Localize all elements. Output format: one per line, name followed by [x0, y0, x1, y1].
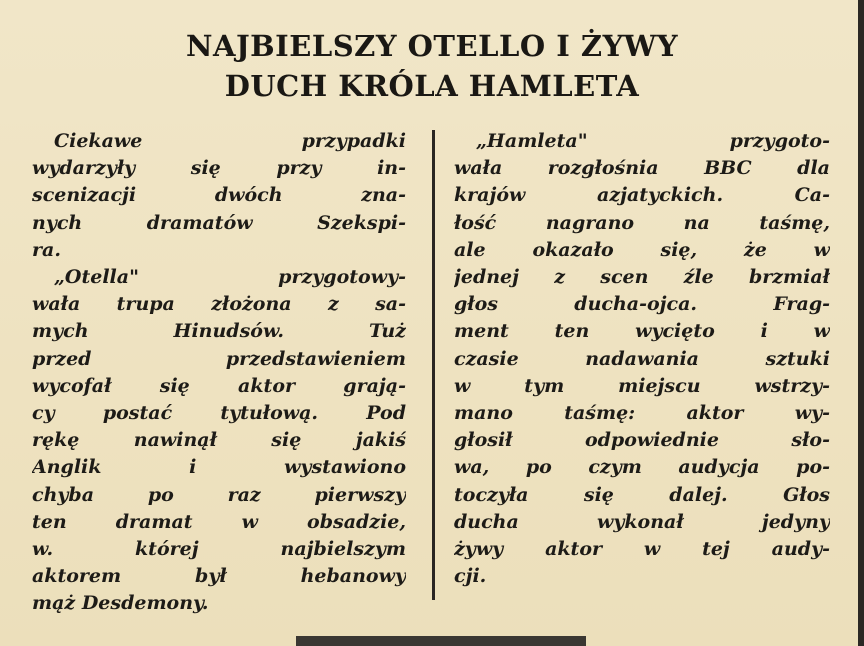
- text-line: wydarzyły się przy in-: [32, 157, 406, 180]
- text-line: chyba po raz pierwszy: [32, 483, 406, 506]
- text-line: wa, po czym audycja po-: [454, 456, 830, 479]
- text-line: wała rozgłośnia BBC dla: [454, 157, 830, 180]
- text-line: toczyła się dalej. Głos: [454, 483, 830, 506]
- text-line: ale okazało się, że w: [454, 238, 830, 261]
- text-line: cy postać tytułową. Pod: [32, 402, 406, 425]
- text-line: w tym miejscu wstrzy-: [454, 374, 830, 397]
- text-line: scenizacji dwóch zna-: [32, 184, 406, 207]
- text-line: nych dramatów Szekspi-: [32, 211, 406, 234]
- column-divider: [432, 130, 435, 600]
- article-column-right: [454, 128, 830, 590]
- headline-line-2: DUCH KRÓLA HAMLETA: [224, 69, 640, 103]
- text-line: wycofał się aktor grają-: [32, 374, 406, 397]
- text-line: mano taśmę: aktor wy-: [454, 402, 830, 425]
- text-line: aktorem był hebanowy: [32, 565, 406, 588]
- text-line: głosił odpowiednie sło-: [454, 429, 830, 452]
- text-line: wała trupa złożona z sa-: [32, 293, 406, 316]
- headline-line-1: NAJBIELSZY OTELLO I ŻYWY: [185, 29, 679, 63]
- text-line: głos ducha-ojca. Frag-: [454, 293, 830, 316]
- text-line: jednej z scen źle brzmiał: [454, 266, 830, 289]
- text-line: mych Hinudsów. Tuż: [32, 320, 406, 343]
- text-line: cji.: [454, 565, 487, 588]
- text-line: łość nagrano na taśmę,: [454, 211, 830, 234]
- text-line: Ciekawe przypadki: [54, 130, 406, 152]
- article-headline: [0, 26, 864, 106]
- text-line: rękę nawinął się jakiś: [32, 429, 406, 452]
- text-line: ducha wykonał jedyny: [454, 510, 830, 533]
- text-line: „Otella" przygotowy-: [54, 266, 406, 289]
- text-line: ra.: [32, 238, 61, 261]
- text-line: żywy aktor w tej audy-: [454, 538, 830, 561]
- text-line: krajów azjatyckich. Ca-: [454, 184, 830, 207]
- article-column-left: [32, 128, 406, 618]
- text-line: czasie nadawania sztuki: [454, 347, 830, 370]
- text-line: „Hamleta" przygoto-: [476, 130, 830, 152]
- text-line: w. której najbielszym: [32, 538, 406, 561]
- text-line: mąż Desdemony.: [32, 592, 209, 615]
- text-line: ment ten wycięto i w: [454, 320, 830, 343]
- text-line: ten dramat w obsadzie,: [32, 510, 406, 533]
- bottom-rule: [296, 636, 586, 646]
- text-line: Anglik i wystawiono: [32, 456, 406, 479]
- text-line: przed przedstawieniem: [32, 347, 406, 370]
